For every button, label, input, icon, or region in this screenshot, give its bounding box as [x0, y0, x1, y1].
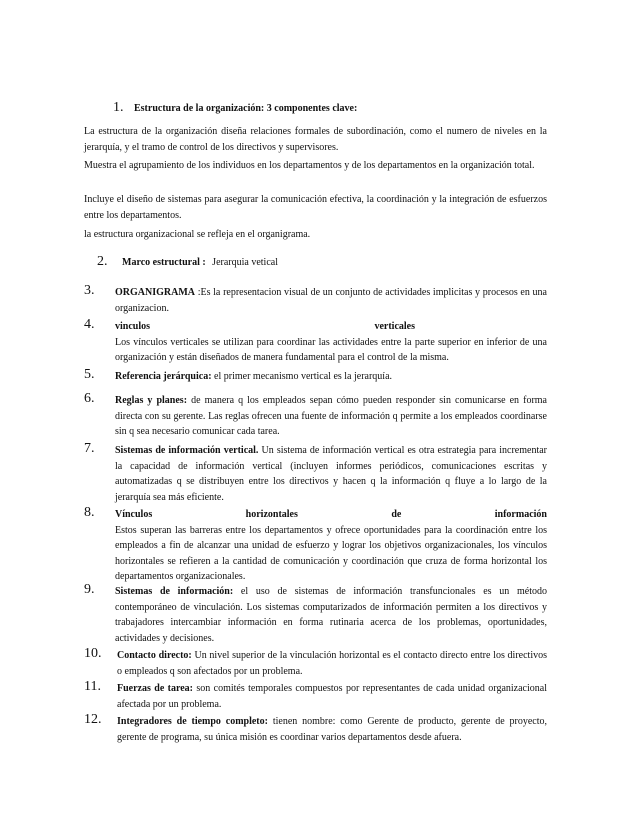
item-title: Sistemas de información vertical.	[115, 445, 259, 456]
list-item	[84, 285, 547, 316]
item-number: 9.	[84, 582, 95, 597]
paragraph: La estructura de la organización diseña relaciones formales de subordinación, como el numero de niveles en la jerarquía, y el tramo de control de los directivos y supervisores.	[84, 126, 547, 153]
item-text: el primer mecanismo vertical es la jerarquía.	[211, 371, 393, 382]
section-heading-2	[97, 254, 278, 270]
item-number: 8.	[84, 505, 95, 520]
paragraph: Incluye el diseño de sistemas para asegurar la comunicación efectiva, la coordinación y la integración de esfuerzos entre los departamentos.	[84, 194, 547, 221]
item-text: son comités temporales compuestos por representantes de cada unidad organizacional afectada por un problema.	[117, 683, 547, 710]
item-number: 11.	[84, 679, 101, 694]
section-number: 1.	[113, 100, 124, 115]
section-title: Marco estructural :	[122, 257, 206, 268]
item-title-word: horizontales	[245, 509, 298, 520]
list-item	[84, 393, 547, 440]
item-title-word: vinculos	[115, 321, 151, 332]
section-text: Jerarquia vetical	[212, 257, 278, 268]
item-text: el uso de sistemas de información transfuncionales es un método contemporáneo de vinculación. Los sistemas computarizados de información permiten a los directivos y trabajadores intercambiar información en forma rutinaria acerca de los problemas, oportunidades, actividades y decisiones.	[115, 586, 547, 644]
item-number: 7.	[84, 441, 95, 456]
item-text: Estos superan las barreras entre los departamentos y ofrece oportunidades para la coordinación entre los empleados a fin de alcanzar una unidad de esfuerzo y lograr los objetivos organizacionales, los vínculos horizontales se refieren a la cantidad de comunicación y coordinación que cruza de forma horizontal los departamentos organizacionales.	[115, 524, 547, 583]
list-item	[84, 443, 547, 505]
section-number: 2.	[97, 254, 108, 269]
list-item	[84, 681, 547, 712]
list-item	[84, 507, 547, 585]
list-item	[84, 319, 547, 366]
list-item	[84, 369, 547, 385]
item-number: 3.	[84, 283, 95, 298]
item-text: Un sistema de información vertical es otra estrategia para incrementar la capacidad de información vertical (incluyen informes periódicos, comunicaciones escritas y automatizadas q se distribuyen entre los directivos y hacen q la información q fluye a lo largo de la jerarquía sea más eficiente.	[115, 445, 547, 503]
item-text: tienen nombre: como Gerente de producto, gerente de proyecto, gerente de programa, su única misión es coordinar varios departamentos desde afuera.	[117, 716, 547, 743]
item-title-word: Vínculos	[115, 509, 153, 520]
item-title: Referencia jerárquica:	[115, 371, 212, 382]
item-text: Un nivel superior de la vinculación horizontal es el contacto directo entre los directivos o empleados q son afectados por un problema.	[117, 650, 547, 677]
item-title-word: información	[494, 509, 547, 520]
section-title: Estructura de la organización: 3 componentes clave:	[134, 103, 358, 114]
item-title	[115, 507, 547, 523]
item-title: Reglas y planes:	[115, 395, 188, 406]
item-title-word: verticales	[374, 321, 415, 332]
item-title-word: de	[391, 509, 402, 520]
item-title: Contacto directo:	[117, 650, 192, 661]
item-title: ORGANIGRAMA	[115, 287, 195, 298]
item-text: Los vínculos verticales se utilizan para coordinar las actividades entre la parte superior en inferior de una organización y están diseñados de manera fundamental para el control de la misma.	[115, 336, 547, 364]
item-number: 12.	[84, 712, 102, 727]
list-item	[84, 584, 547, 646]
list-item	[84, 714, 547, 745]
item-title: Sistemas de información:	[115, 586, 234, 597]
item-text: de manera q los empleados sepan cómo pueden responder sin comunicarse en forma directa con su gerente. Las reglas ofrecen una fuente de información q permite a los empleados coordinarse sin q sea necesario comunicar cada tarea.	[115, 395, 547, 438]
item-number: 4.	[84, 317, 95, 332]
section-heading-1	[113, 100, 357, 116]
item-number: 6.	[84, 391, 95, 406]
item-number: 10.	[84, 646, 102, 661]
paragraph: Muestra el agrupamiento de los individuos en los departamentos y de los departamentos en la organización total.	[84, 160, 535, 171]
item-title	[115, 319, 415, 335]
item-number: 5.	[84, 367, 95, 382]
paragraph: la estructura organizacional se refleja en el organigrama.	[84, 229, 311, 240]
item-text: :Es la representacion visual de un conjunto de actividades implicitas y procesos en una organizacion.	[115, 287, 547, 314]
item-title: Integradores de tiempo completo:	[117, 716, 268, 727]
list-item	[84, 648, 547, 679]
item-title: Fuerzas de tarea:	[117, 683, 193, 694]
